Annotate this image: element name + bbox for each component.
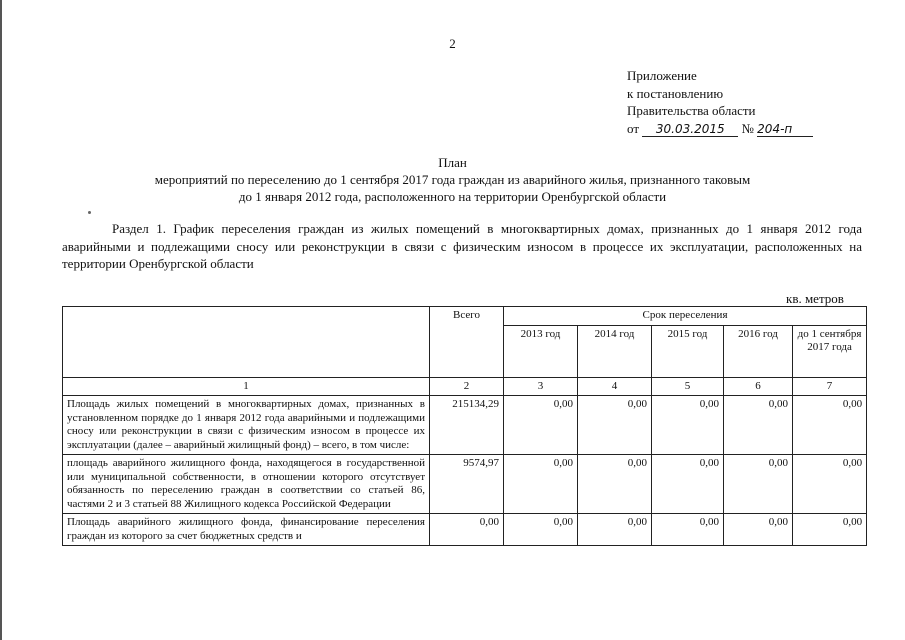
appendix-block bbox=[627, 67, 813, 137]
row-value: 0,00 bbox=[724, 455, 793, 514]
appendix-line-2: к постановлению bbox=[627, 85, 724, 101]
header-period: Срок переселения bbox=[504, 307, 867, 326]
number-prefix: № bbox=[741, 120, 754, 136]
row-value: 0,00 bbox=[504, 514, 578, 546]
table-row bbox=[63, 455, 867, 514]
appendix-line-3: Правительства области bbox=[627, 103, 756, 118]
page-number: 2 bbox=[449, 36, 456, 51]
scan-speck bbox=[88, 211, 91, 214]
row-total: 215134,29 bbox=[430, 396, 504, 455]
column-number: 6 bbox=[724, 377, 793, 396]
header-year-2014: 2014 год bbox=[578, 325, 652, 377]
row-label: площадь аварийного жилищного фонда, находящегося в государственной или муниципальной собственности, в отношении которого отсутствует обязанность по переселению граждан в соответствии со статьей 86, частями 2 и 3 статьей 88 Жилищного кодекса Российской Федерации bbox=[63, 455, 430, 514]
plan-subtitle-line-1: мероприятий по переселению до 1 сентября 2017 года граждан из аварийного жилья, признанного таковым bbox=[154, 172, 751, 187]
row-value: 0,00 bbox=[578, 396, 652, 455]
plan-subtitle-line-2: до 1 января 2012 года, расположенного на территории Оренбургской области bbox=[238, 189, 667, 204]
relocation-table bbox=[62, 306, 867, 546]
row-value: 0,00 bbox=[724, 514, 793, 546]
date-prefix: от bbox=[627, 120, 640, 136]
handwritten-number: 204-п bbox=[757, 123, 813, 137]
section-heading: Раздел 1. График переселения граждан из жилых помещений в многоквартирных домах, признанных до 1 января 2012 года аварийными и подлежащими сносу или реконструкции в связи с физическим износом в процессе их эксплуатации, расположенных на территории Оренбургской области bbox=[62, 221, 862, 271]
row-value: 0,00 bbox=[504, 455, 578, 514]
column-number: 7 bbox=[793, 377, 867, 396]
row-value: 0,00 bbox=[578, 514, 652, 546]
column-number: 2 bbox=[430, 377, 504, 396]
row-value: 0,00 bbox=[793, 514, 867, 546]
row-value: 0,00 bbox=[652, 455, 724, 514]
header-empty-cell bbox=[63, 307, 430, 378]
row-value: 0,00 bbox=[578, 455, 652, 514]
column-number-row bbox=[63, 377, 867, 396]
row-value: 0,00 bbox=[793, 396, 867, 455]
row-total: 0,00 bbox=[430, 514, 504, 546]
row-label: Площадь аварийного жилищного фонда, финансирование переселения граждан из которого за счет бюджетных средств и bbox=[63, 514, 430, 546]
header-year-2015: 2015 год bbox=[652, 325, 724, 377]
column-number: 3 bbox=[504, 377, 578, 396]
header-year-2013: 2013 год bbox=[504, 325, 578, 377]
header-year-2017: до 1 сентября 2017 года bbox=[793, 325, 867, 377]
row-value: 0,00 bbox=[504, 396, 578, 455]
appendix-date-row bbox=[627, 120, 813, 138]
row-value: 0,00 bbox=[652, 514, 724, 546]
appendix-line-1: Приложение bbox=[627, 68, 697, 83]
row-value: 0,00 bbox=[652, 396, 724, 455]
table-row bbox=[63, 396, 867, 455]
row-label: Площадь жилых помещений в многоквартирных домах, признанных в установленном порядке до 1 января 2012 года аварийными и подлежащими сносу или реконструкции в связи с физическим износом в процессе их эксплуатации (далее – аварийный жилищный фонд) – всего, в том числе: bbox=[63, 396, 430, 455]
handwritten-date: 30.03.2015 bbox=[642, 123, 738, 137]
row-value: 0,00 bbox=[793, 455, 867, 514]
plan-title: План bbox=[438, 155, 467, 170]
table-row bbox=[63, 514, 867, 546]
row-value: 0,00 bbox=[724, 396, 793, 455]
column-number: 5 bbox=[652, 377, 724, 396]
header-year-2016: 2016 год bbox=[724, 325, 793, 377]
column-number: 4 bbox=[578, 377, 652, 396]
units-label: кв. метров bbox=[786, 291, 844, 306]
column-number: 1 bbox=[63, 377, 430, 396]
row-total: 9574,97 bbox=[430, 455, 504, 514]
scan-left-edge bbox=[0, 0, 2, 640]
table-header-row-1 bbox=[63, 307, 867, 326]
header-total: Всего bbox=[430, 307, 504, 378]
